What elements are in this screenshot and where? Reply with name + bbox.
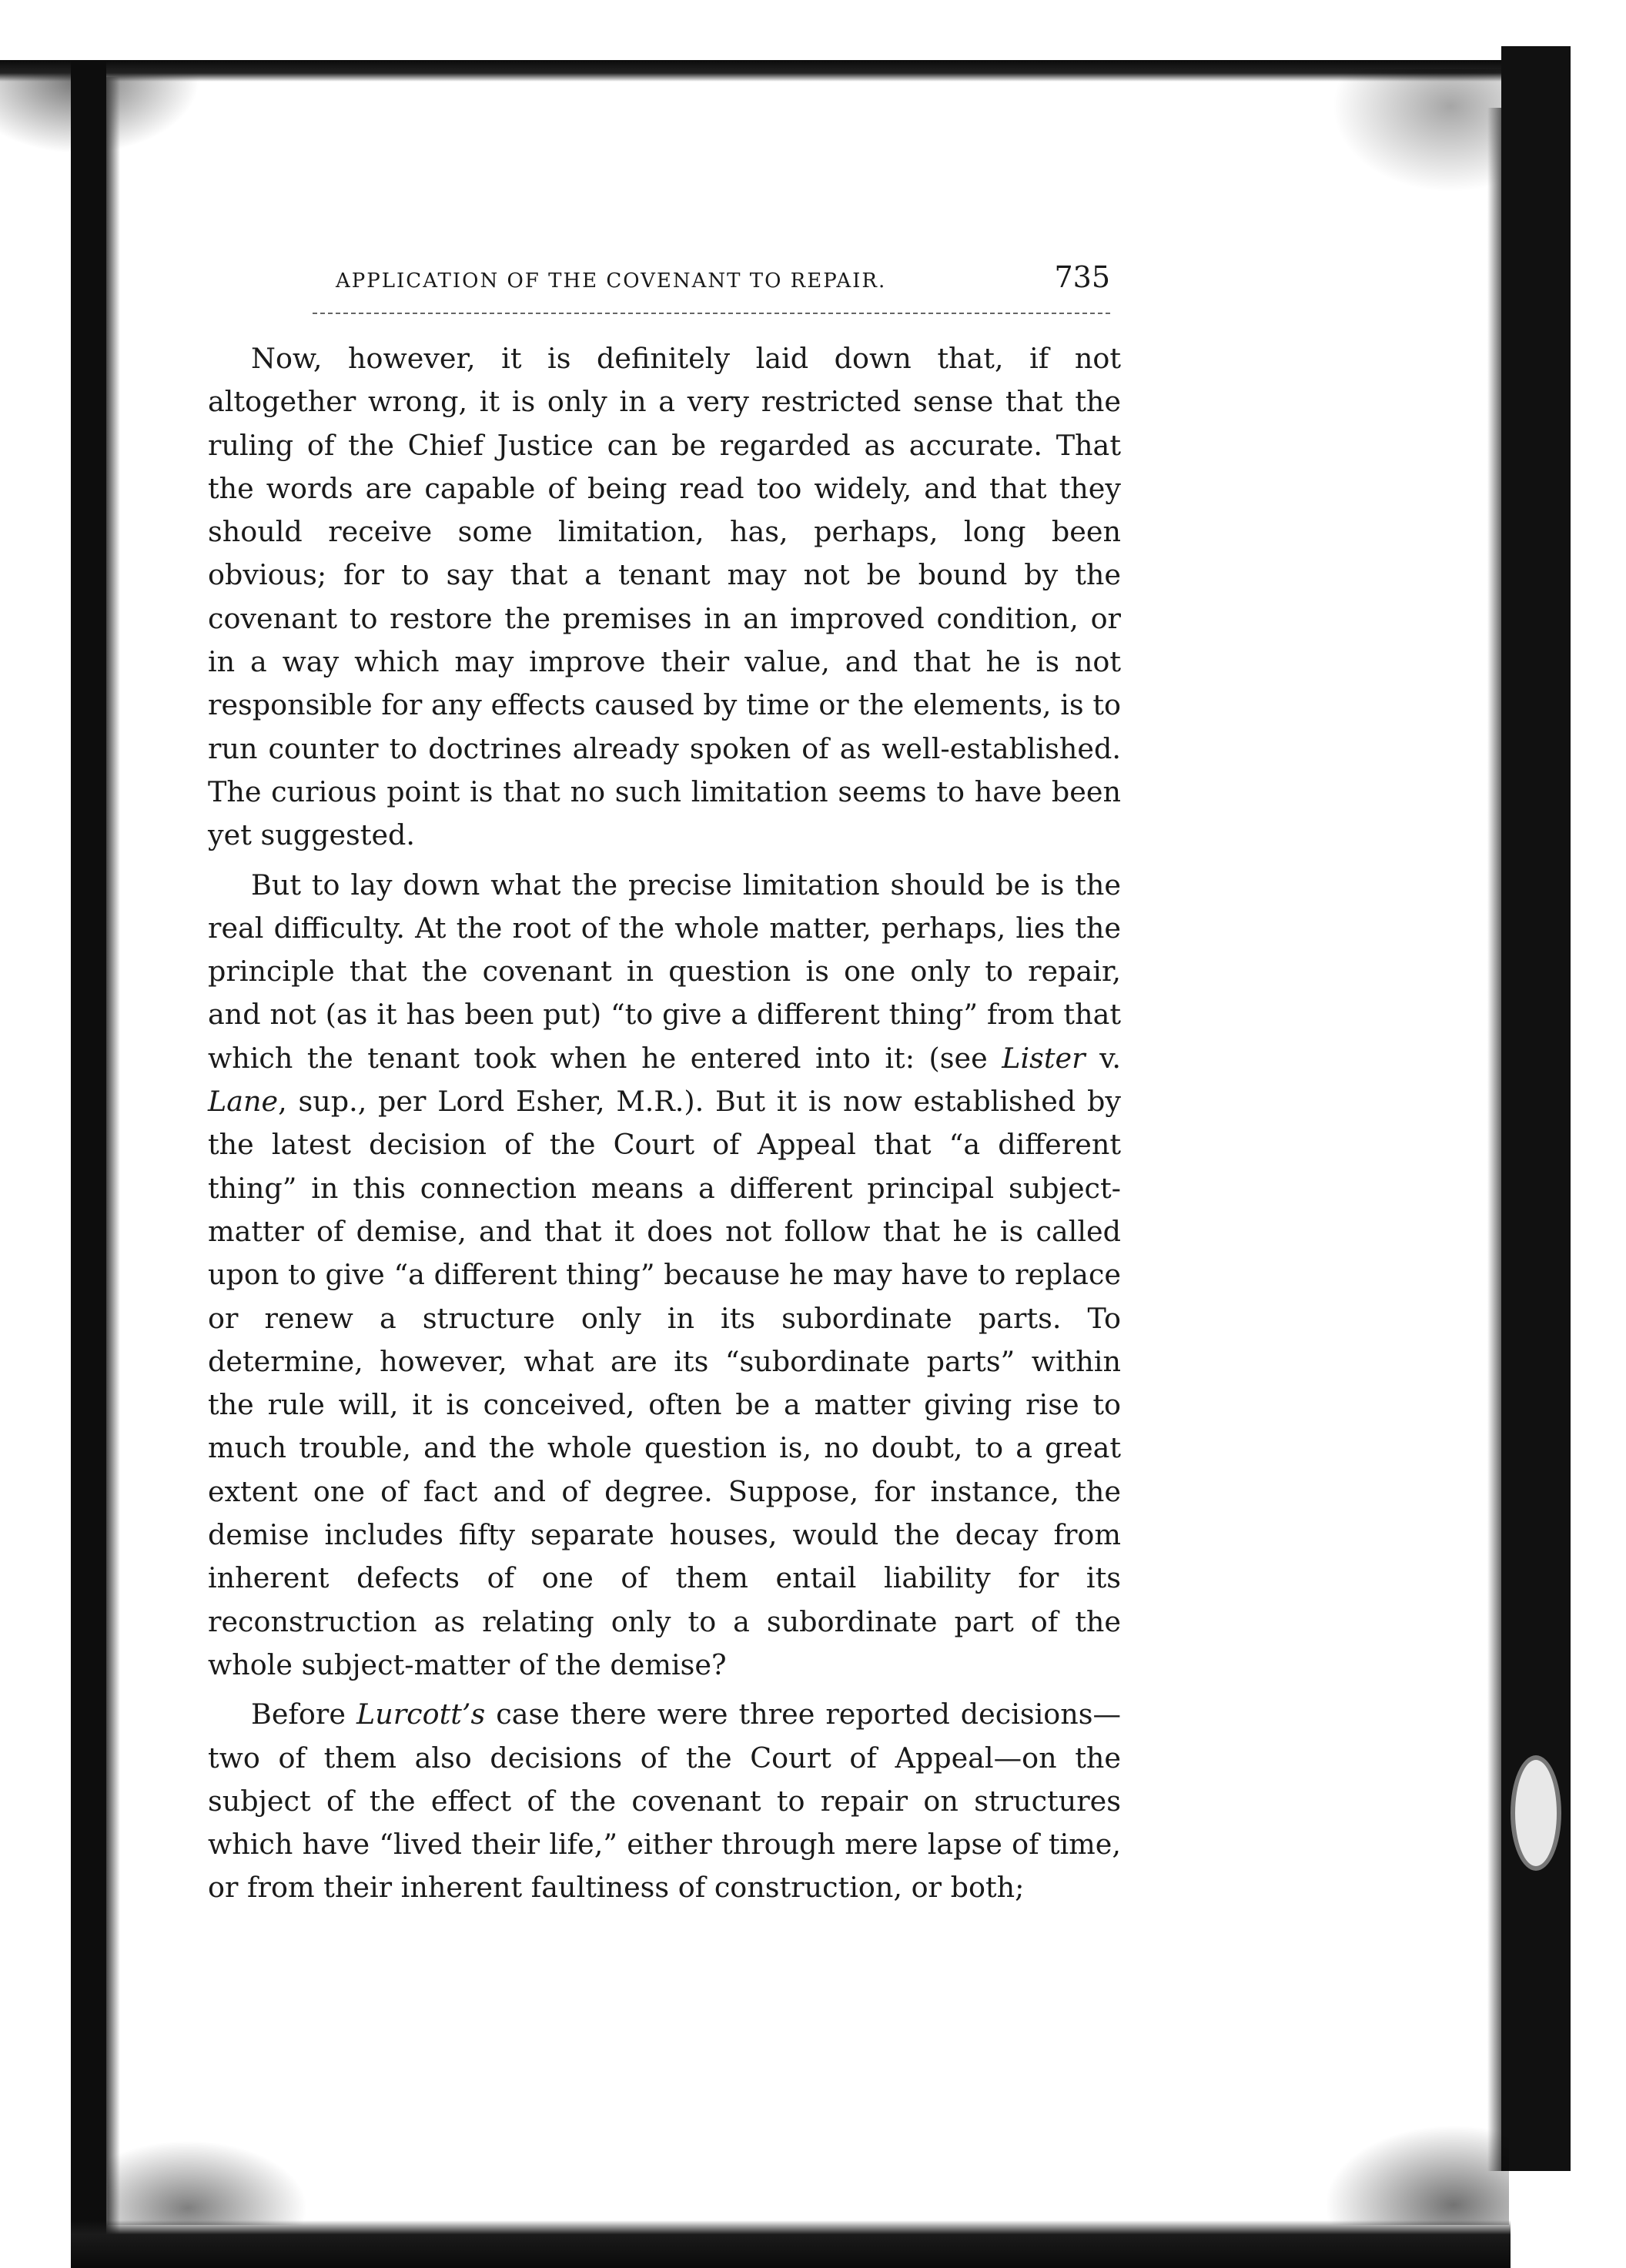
scan-border-top — [0, 60, 1540, 82]
running-head-title: APPLICATION OF THE COVENANT TO REPAIR. — [336, 269, 887, 293]
paragraph-text: v. — [1085, 1041, 1121, 1075]
paragraph-text: Before — [251, 1698, 356, 1731]
scan-border-bottom — [71, 2220, 1511, 2268]
header-rule — [313, 313, 1110, 314]
italic-text: Lurcott’s — [356, 1698, 486, 1731]
paragraph-text: Now, however, it is definitely laid down that, if not altogether wrong, it is only in a very restricted sense that the ruling of the Chief Justice can be regarded as accurate. That the words are capable of being read too widely, and that they should receive some limitation, has, perhaps, long been obvious; for to say that a tenant may not be bound by the covenant to restore the premises in an improved condition, or in a way which may improve their value, and that he is not responsible for any effects caused by time or the elements, is to run counter to doctrines already spoken of as well-established. The curious point is that no such limitation seems to have been yet suggested. — [208, 342, 1121, 852]
italic-text: Lister — [1002, 1041, 1086, 1075]
scan-shadow-bottom-left — [108, 2140, 308, 2225]
running-head — [336, 260, 1110, 306]
paragraph — [208, 337, 1121, 858]
paragraph-text: , sup., per Lord Esher, M.R.). But it is now established by the latest decision of the Court of Appeal that “a different thing” in this connection means a different principal subject-matter of demise, and that it does not follow that he is called upon to give “a different thing” because he may have to replace or renew a structure only in its subordinate parts. To determine, however, what are its “subordinate parts” within the rule will, it is conceived, often be a matter giving rise to much trouble, and the whole question is, no doubt, to a great extent one of fact and of degree. Suppose, for instance, the demise includes fifty separate houses, would the decay from inherent defects of one of them entail liability for its reconstruction as relating only to a subordinate part of the whole subject-matter of the demise? — [208, 1085, 1121, 1681]
paragraph-text: But to lay down what the precise limitation should be is the real difficulty. At the root of the whole matter, perhaps, lies the principle that the covenant in question is one only to repair, and not (as it has been put) “to give a different thing” from that which the tenant took when he entered into it: (see — [208, 868, 1121, 1075]
scan-shadow-left — [106, 77, 120, 2268]
paragraph-text: case there were three reported decisions—two of them also decisions of the Court of Appeal—on the subject of the effect of the covenant to repair on structures which have “lived their life,” either through mere lapse of time, or from their inherent faultiness of construction, or both; — [208, 1698, 1122, 1905]
binding-ring-hole — [1511, 1755, 1561, 1871]
body-text — [208, 337, 1121, 1910]
scan-shadow-right — [1487, 108, 1503, 2171]
paragraph — [208, 1693, 1121, 1909]
page-number: 735 — [1054, 260, 1110, 294]
scan-shadow-bottom-right — [1324, 2125, 1509, 2225]
scan-border-left — [71, 62, 106, 2268]
paragraph — [208, 864, 1121, 1688]
scan-shadow-top-right — [1332, 69, 1501, 192]
italic-text: Lane — [208, 1085, 279, 1119]
